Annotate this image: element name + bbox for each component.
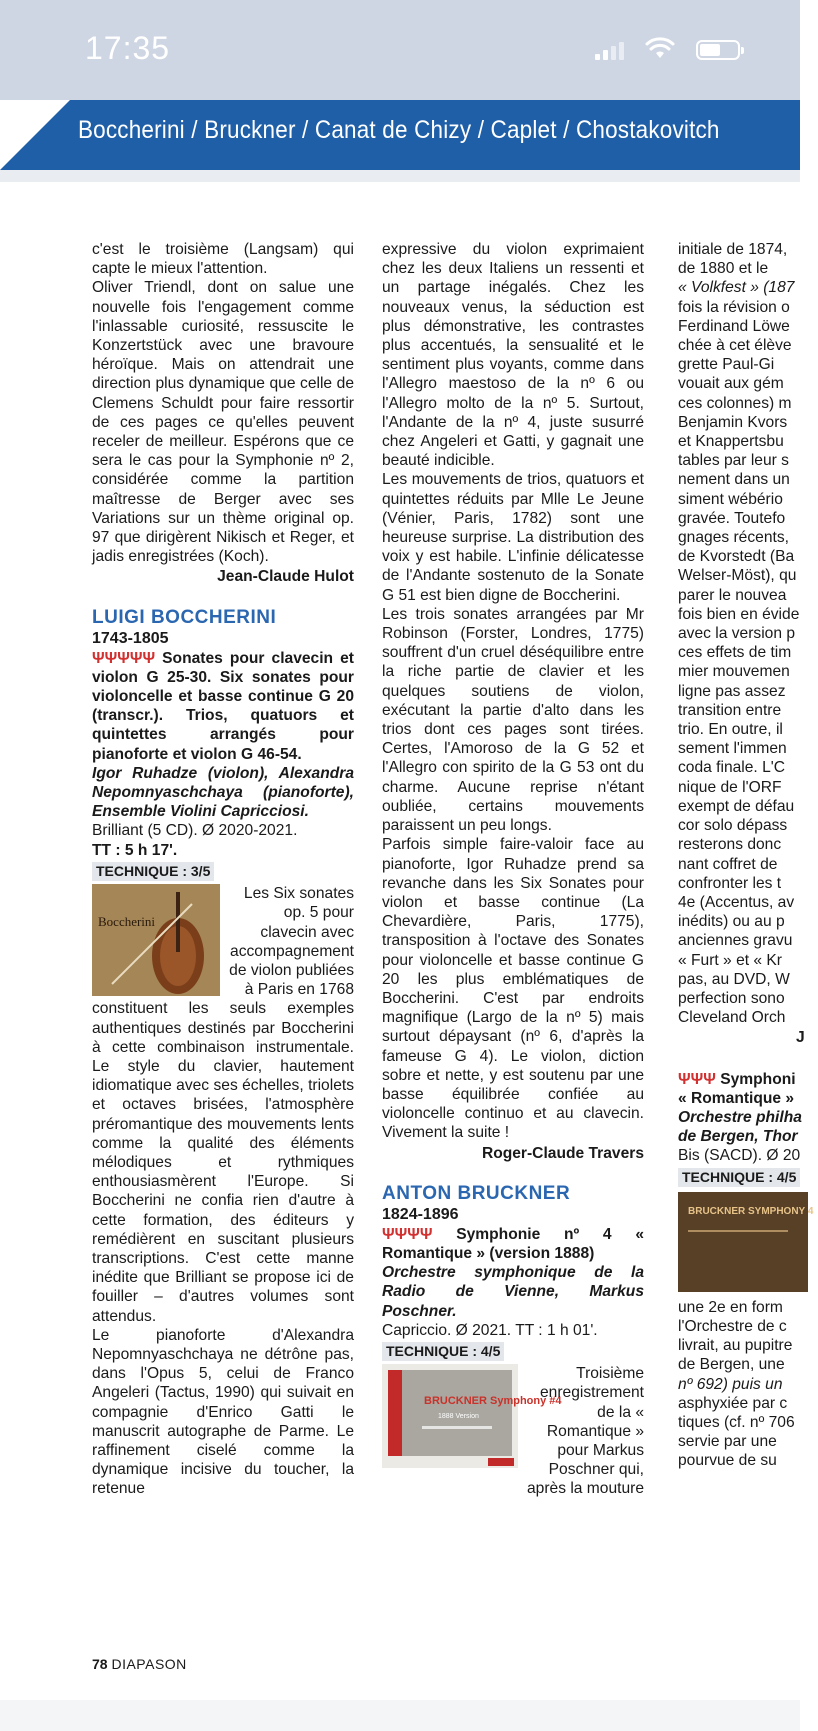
text-line: et Knappertsbu (678, 433, 784, 451)
album-cover-bruckner-bis (678, 1192, 814, 1292)
cover-title: BRUCKNER SYMPHONY 4 (688, 1205, 814, 1217)
text-line: ces effets de tim (678, 644, 792, 662)
text-line: confronter les t (678, 874, 782, 892)
technique-badge: TECHNIQUE : 3/5 (92, 862, 214, 881)
work-block (382, 1225, 644, 1263)
paragraph: Le pianoforte d'Alexandra Nepomnyaschchaya ne détrône pas, dans l'Opus 5, celui de Franco Angeleri (Tactus, 1990) qui suivait en compagnie d'Enrico Gatti le manuscrit autographe de Parme. Le raffinement ciselé comme la dynamique incisive du toucher, la retenue (92, 1326, 354, 1498)
text-line: coda finale. L'C (678, 759, 786, 777)
text-line: chée à cet élève (678, 337, 792, 355)
text-line: livrait, au pupitre (678, 1337, 793, 1355)
label-info: Brilliant (5 CD). Ø 2020-2021. (92, 822, 298, 840)
text-line: gnages récents, (678, 529, 789, 547)
column-lines-top (678, 240, 818, 1027)
text-line: nant coffret de (678, 855, 778, 873)
text-line: 4e (Accentus, av (678, 893, 795, 911)
text-line: pas, au DVD, W (678, 970, 790, 988)
technique-badge: TECHNIQUE : 4/5 (678, 1168, 800, 1187)
signal-icon (595, 40, 624, 60)
label-info: Capriccio. Ø 2021. TT : 1 h 01'. (382, 1321, 598, 1339)
text-line: nº 692) puis un (678, 1375, 783, 1393)
text-line: vouait aux gém (678, 375, 784, 393)
text-line: mier mouvemen (678, 663, 790, 681)
work-title: Sonates pour clavecin et violon G 25-30. Six sonates pour violoncelle et basse continue G 20 (transcr.). Trios, quatuors et quintettes arrangés pour pianoforte et violon G 46-54. (92, 649, 354, 763)
performers: Orchestre philha (678, 1108, 802, 1126)
text-line: servie par une (678, 1433, 777, 1451)
page-number: 78 (92, 1656, 108, 1672)
performers: de Bergen, Thor (678, 1128, 798, 1146)
performers: Orchestre symphonique de la Radio de Vienne, Markus Poschner. (382, 1264, 644, 1320)
text-line: Ferdinand Löwe (678, 317, 790, 335)
work-title: Symphoni (720, 1070, 796, 1088)
text-line: « Volkfest » (187 (678, 279, 795, 297)
performers: Igor Ruhadze (violon), Alexandra Nepomnyaschchaya (pianoforte), Ensemble Violini Capricciosi. (92, 764, 354, 821)
review-signature: J (796, 1029, 805, 1047)
article-column-1 (92, 240, 354, 1499)
text-line: une 2e en form (678, 1298, 783, 1316)
text-line: ligne pas assez (678, 682, 786, 700)
text-line: Welser-Möst), qu (678, 567, 797, 585)
text-line: l'Orchestre de c (678, 1317, 787, 1335)
status-icons (595, 38, 740, 60)
text-line: cor solo dépass (678, 817, 788, 835)
cover-with-text (92, 884, 354, 999)
cover-subtitle: 1888 Version (438, 1413, 479, 1421)
text-line: siment wébério (678, 490, 783, 508)
wifi-icon (646, 38, 674, 60)
paragraph: Les trois sonates arrangées par Mr Robinson (Forster, Londres, 1775) souffrent d'un cruel déséquilibre entre la riche partie de clavier et les quelques soutiens de violon, exécutant la partie d'alto dans les trios dont ces pages sont tirées. Certes, l'Amoroso de la G 52 et l'Allegro con spirito de la G 53 ont du charme. Aucune reprise n'étant oubliée, certains mouvements paraissent un peu longs. (382, 605, 644, 835)
text-line: Benjamin Kvors (678, 413, 788, 431)
text-line: « Furt » et « Kr (678, 951, 783, 969)
banner-notch (0, 100, 70, 170)
column-lines-bottom (678, 1298, 818, 1471)
text-line: exempt de défau (678, 797, 795, 815)
rating-icon: ΨΨΨ (678, 1070, 716, 1088)
rating-icon: ΨΨΨΨΨ (92, 649, 156, 667)
cover-title: BRUCKNER Symphony #4 (424, 1395, 562, 1408)
bottom-band (0, 1700, 800, 1731)
status-time: 17:35 (85, 30, 171, 66)
paragraph: Oliver Triendl, dont on salue une nouvelle fois l'engagement comme l'inlassable curiosité, ressuscite le Konzertstück avec une bravoure héroïque. Mais on attendrait une direction plus dynamique que celle de Clemens Schuldt pour faire ressortir de ces pages ce qu'elles peuvent receler de meilleur. Espérons que ce sera le cas pour la Symphonie nº 2, considérée comme la partition maîtresse de Berger avec ses Variations sur un thème original op. 97 que dirigèrent Nikisch et Reger, et jadis enregistrées (Koch). (92, 279, 354, 566)
work-title: Symphonie nº 4 « Romantique » (version 1888) (382, 1225, 644, 1262)
album-cover-boccherini (92, 884, 220, 996)
text-line: avec la version p (678, 625, 796, 643)
article-column-3 (678, 240, 818, 1570)
text-line: initiale de 1874, (678, 241, 788, 258)
text-line: parer le nouvea (678, 586, 787, 604)
text-line: transition entre (678, 701, 782, 719)
text-line: fois bien en évide (678, 605, 800, 623)
magazine-name: DIAPASON (111, 1656, 187, 1672)
technique-badge: TECHNIQUE : 4/5 (382, 1342, 504, 1361)
paragraph: Troisième enregistrement de la « Romantique » pour Markus Poschner qui, après la mouture (526, 1365, 644, 1498)
text-line: de 1880 et le (678, 260, 769, 278)
paragraph: Les mouvements de trios, quatuors et quintettes réduits par Mlle Le Jeune (Vénier, Paris, 1782) sont une heureuse surprise. La distribution des voix y est habile. L'infinie délicatesse de l'Andante sostenuto de la Sonate G 51 est bien digne de Boccherini. (382, 471, 644, 604)
composer-dates: 1824-1896 (382, 1205, 459, 1223)
paragraph: Les Six sonates op. 5 pour clavecin avec accompagnement de violon publiées à Paris en 1768 (229, 885, 354, 999)
text-line: ces colonnes) m (678, 394, 792, 412)
text-line: de Kvorstedt (Ba (678, 548, 795, 566)
battery-icon (696, 40, 740, 60)
text-line: tables par leur s (678, 452, 789, 470)
page-title: Boccherini / Bruckner / Canat de Chizy / Caplet / Chostakovitch (78, 116, 720, 144)
text-line: sement l'immen (678, 740, 787, 758)
work-subtitle: « Romantique » (678, 1089, 795, 1107)
text-line: fois la révision o (678, 298, 790, 316)
label-info: Bis (SACD). Ø 20 (678, 1147, 801, 1165)
text-line: perfection sono (678, 989, 785, 1007)
text-line: trio. En outre, il (678, 721, 783, 739)
rating-icon: ΨΨΨΨ (382, 1225, 433, 1243)
cover-with-text (382, 1364, 644, 1498)
composer-dates: 1743-1805 (92, 629, 169, 647)
text-line: asphyxiée par c (678, 1394, 788, 1412)
paragraph: constituent les seuls exemples authentiques destinés par Boccherini à cette combinaison instrumentale. Le style du clavier, hautement idiomatique avec ses échelles, triolets et octaves brisées, l'atmosphère préromantique des mouvements lents comme la qualité des éléments mélodiques et rythmiques enthousiasmèrent l'Europe. Si Boccherini ne confia rien d'autre à cette formation, des éditeurs y remédièrent en suscitant plusieurs transcriptions. C'est cette manne inédite que Brilliant se propose ici de fouiller – d'autres volumes sont attendus. (92, 1000, 354, 1325)
text-line: nique de l'ORF (678, 778, 782, 796)
page-footer (92, 1656, 187, 1672)
composer-heading: ANTON BRUCKNER (382, 1182, 571, 1204)
paragraph: c'est le troisième (Langsam) qui capte le mieux l'attention. (92, 241, 354, 278)
text-line: inédits) ou au p (678, 913, 785, 931)
paragraph: expressive du violon exprimaient chez les deux Italiens un ressenti et un partage inégalés. Chez les nouveaux venus, la séduction est plus démonstrative, les contrastes plus accentués, la sensualité et le sentiment plus voyants, comme dans l'Allegro maestoso de la nº 6 ou l'Allegro molto de la nº 5. Surtout, l'Andante de la nº 4, juste susurré chez Angeleri et Gatti, y gagnait une beauté indicible. (382, 241, 644, 470)
composer-heading: LUIGI BOCCHERINI (92, 606, 277, 628)
article-column-2 (382, 240, 644, 1499)
text-line: gravée. Toutefo (678, 509, 786, 527)
header-shadow (0, 170, 800, 182)
paragraph: Parfois simple faire-valoir face au pianoforte, Igor Ruhadze prend sa revanche dans les Six Sonates pour violon et basse continue (La Chevardière, Paris, 1775), transposition à l'octave des Sonates pour violoncelle et basse continue G 20 les plus emblématiques de Boccherini. C'est par endroits magnifique (Largo de la nº 5) mais surtout dépaysant (nº 6, d'après la fameuse G 4). Le violon, diction sobre et nette, y est soutenu par une basse équilibrée confiée au violoncelle continuo et au clavecin. Vivement la suite ! (382, 836, 644, 1142)
review-signature: Roger-Claude Travers (481, 1144, 644, 1162)
album-cover-bruckner (382, 1364, 562, 1468)
text-line: tiques (cf. nº 706 (678, 1413, 795, 1431)
total-time: TT : 5 h 17'. (92, 841, 178, 859)
text-line: anciennes gravu (678, 932, 793, 950)
work-block (678, 1070, 818, 1089)
review-signature: Jean-Claude Hulot (217, 568, 354, 586)
text-line: de Bergen, une (678, 1356, 785, 1374)
work-block (92, 649, 354, 764)
text-line: resterons donc (678, 836, 782, 854)
text-line: Cleveland Orch (678, 1009, 786, 1027)
text-line: grette Paul-Gi (678, 356, 775, 374)
cover-title: Boccherini (98, 914, 156, 930)
text-line: nement dans un (678, 471, 790, 489)
text-line: pourvue de su (678, 1452, 777, 1470)
